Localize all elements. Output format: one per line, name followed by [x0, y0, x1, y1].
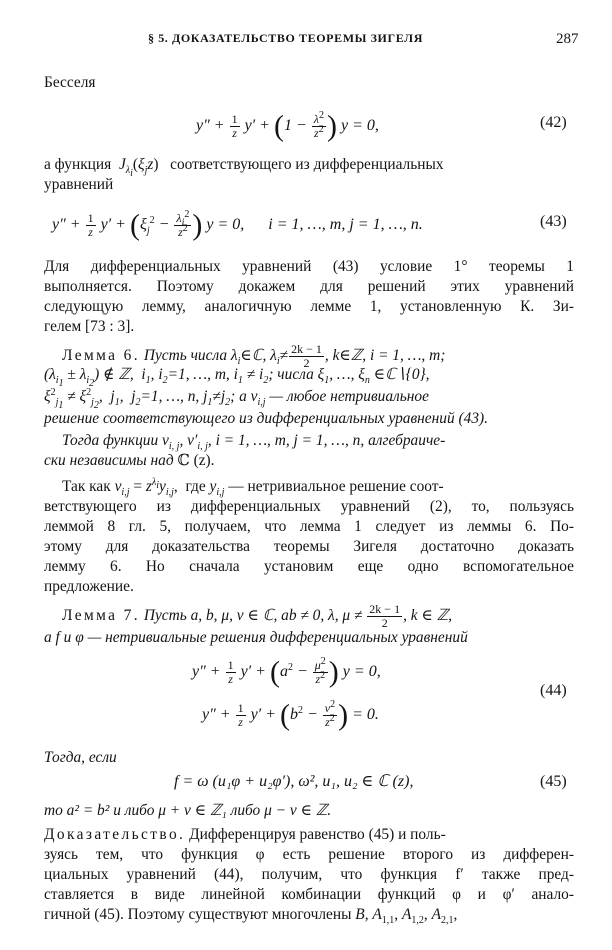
text-line: леммой 8 гл. 5, получаем, что лемма 1 следует из леммы 6. По- [44, 518, 574, 535]
equation-42: y″ + $\frac{1}{z}$ y′ + (1 − $\frac{\lambda^2}{z^2}$ ) y = 0, [196, 109, 379, 143]
equation-number: (43) [540, 213, 567, 230]
equation-45: f = ω (u₁φ + u₂φ′), ω², u₁, u₂ ∈ ℂ (z), [174, 773, 414, 790]
equation-44b: y″ + $\frac{1}{z}$ $y' + (b^2$ − $\frac{\nu^2}{z^2}$ ) = 0. [202, 698, 379, 732]
text-line: лемму 6. Но сначала установим еще одно вспомогательное [44, 558, 574, 575]
text-line: зуясь тем, что функция φ есть решение второго из дифферен- [44, 846, 574, 863]
lemma-6-line: Лемма 6. Пусть числа $\lambda_i\in ℂ$, $\lambda_i\ne$ $\frac{2k - 1}{2}$ , k∈ℤ, i = 1, …, m; [62, 342, 446, 370]
text-line: Бесселя [44, 74, 96, 91]
lemma-label: Лемма 7. [62, 607, 140, 625]
text-line: следующую лемму, аналогичную лемме 1, установленную К. Зи- [44, 298, 574, 315]
lemma-7-line: Лемма 7. Пусть a, b, μ, ν ∈ ℂ, ab ≠ 0, λ, μ ≠ $\frac{2k - 1}{2}$ , k ∈ ℤ, [62, 602, 453, 630]
equation-number: (45) [540, 773, 567, 790]
text-line: уравнений [44, 176, 114, 193]
text-line: то a² = b² и либо μ + ν ∈ ℤ₁ либо μ − ν ∈ ℤ. [44, 802, 332, 819]
proof-label: Доказательство. [44, 826, 186, 843]
text-line: предложение. [44, 578, 134, 595]
equation-number: (44) [540, 682, 567, 699]
text-line: а функция $J_{\lambda_i}(\xi_jz)$ соответствующего из дифференциальных [44, 156, 444, 180]
text-line: выполняется. Поэтому докажем для решений этих уравнений [44, 278, 574, 295]
text-line: Тогда функции $v_{i, j}$, $v'_{i, j}$, i = 1, …, m, j = 1, …, n, алгебраиче- [62, 432, 446, 453]
text-line: этому для доказательства теоремы Зигеля достаточно доказать [44, 538, 574, 555]
text-line: гелем [73 : 3]. [44, 318, 135, 335]
equation-44a: y″ + $\frac{1}{z}$ $y' + (a^2$ − $\frac{\mu^2}{z^2}$ ) y = 0, [192, 655, 381, 689]
equation-number: (42) [540, 114, 567, 131]
text-line: ветствующего из дифференциальных уравнений (2), то, пользуясь [44, 498, 574, 515]
text-line: $(\lambda_{i_1} \pm \lambda_{i_2})$ ∉ ℤ, $i_1$, $i_2=1$, …, m, $i_1 \ne i_2$; числа $\xi_1$, …, $\xi_n$ ∈ℂ∖{0}, [44, 366, 430, 390]
text-line: Так как $v_{i,j} = z^{\lambda_i}y_{i,j}$, где $y_{i,j}$ — нетривиальное решение соот- [62, 476, 444, 499]
running-title: § 5. ДОКАЗАТЕЛЬСТВО ТЕОРЕМЫ ЗИГЕЛЯ [148, 31, 423, 45]
text-line: ски независимы над ℂ (z). [44, 452, 215, 469]
page-number: 287 [556, 31, 579, 47]
lemma-label: Лемма 6. [62, 347, 140, 365]
text-line: гичной (45). Поэтому существуют многочлены B, $A_{1,1}$, $A_{1,2}$, $A_{2,1}$, [44, 906, 458, 927]
text-line: ставляется в виде линейной комбинации функций φ и φ′ анало- [44, 886, 574, 903]
text-line: $\xi^2_{j_1} \ne \xi^2_{j_2}$, $j_1$, $j_2=1$, …, n, $j_1\ne j_2$; а $v_{i,j}$ — любое нетривиальное [44, 386, 429, 412]
equation-43: y″ + $\frac{1}{z}$ $y' + (\xi_j^2$ − $\frac{\lambda_i^2}{z^2}$ ) y = 0, i = 1, …, m, j = 1, …, n. [52, 208, 423, 242]
text-line: решение соответствующего из дифференциальных уравнений (43). [44, 410, 488, 427]
proof-line: Доказательство. Дифференцируя равенство (45) и поль- [44, 826, 446, 843]
text-line: Тогда, если [44, 749, 117, 766]
text-line: Для дифференциальных уравнений (43) условие 1° теоремы 1 [44, 258, 574, 275]
text-line: a f и φ — нетривиальные решения дифференциальных уравнений [44, 629, 468, 646]
text-line: циальных уравнений (44), получим, что функция f′ также пред- [44, 866, 574, 883]
